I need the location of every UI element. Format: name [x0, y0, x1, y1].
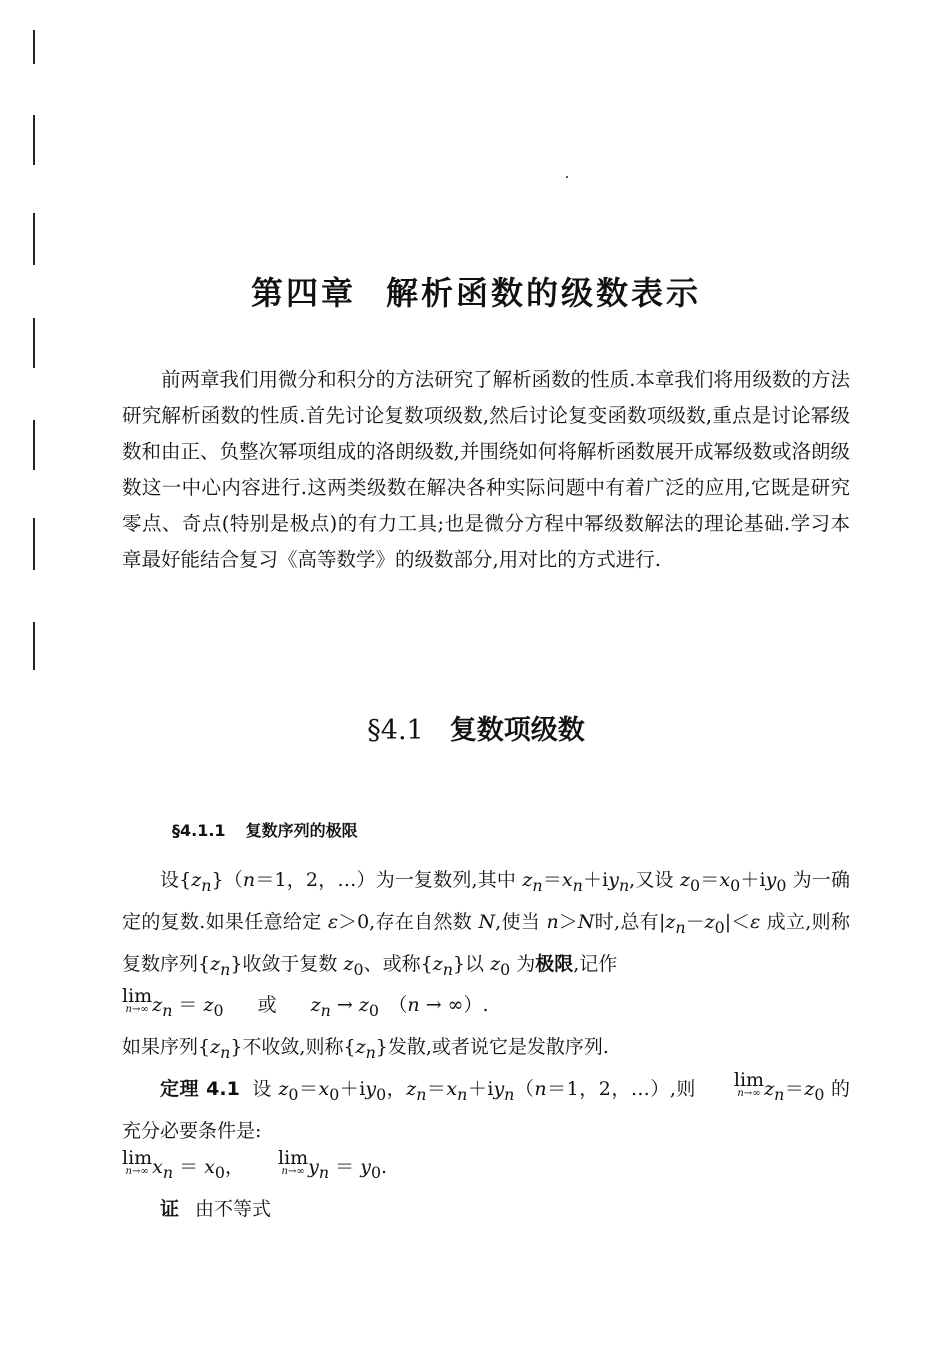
definition-paragraph: 设$\{z_n\}(n=1$，2，…）为一复数列,其中 $z_n=x_n+iy_n$,又设 $z_0=x_0+iy_0$ 为一确定的复数.如果任意给定 ε＞0,存在自然数 N,使当 n＞N时,总有$|z_n-z_0|<\varepsilon$ 成立,则称复数序列$\{z_n\}$收敛于复数 $z_0$、或称$\{z_n\}$以 $z_0$ 为极限,记作 — [122, 869, 850, 979]
body-text — [122, 862, 850, 1227]
subsection-title — [172, 818, 358, 841]
subsection-number: §4.1.1 — [172, 821, 226, 840]
chapter-name: 解析函数的级数表示 — [386, 274, 702, 312]
divergence-paragraph: 如果序列$\{z_n\}$不收敛,则称$\{z_n\}$发散,或者说它是发散序列. — [122, 1036, 609, 1062]
section-number: §4.1 — [367, 715, 424, 746]
section-title — [0, 708, 952, 747]
proof-paragraph: 证 由不等式 — [160, 1197, 272, 1220]
binding-mark — [33, 30, 35, 64]
theorem-label: 定理 4.1 — [160, 1077, 240, 1100]
proof-label: 证 — [160, 1197, 180, 1220]
binding-mark — [33, 622, 35, 670]
theorem-formula: lim n→∞ $x_n = x_0$， lim n→∞ $y_n = y_0$. — [122, 1146, 388, 1182]
binding-mark — [33, 318, 35, 368]
chapter-title — [0, 268, 952, 314]
limit-formula: lim n→∞ $z_n = z_0$ 或 $z_n \to z_0$ （n → ∞）. — [122, 985, 489, 1021]
chapter-intro: 前两章我们用微分和积分的方法研究了解析函数的性质.本章我们将用级数的方法研究解析函数的性质.首先讨论复数项级数,然后讨论复变函数项级数,重点是讨论幂级数和由正、负整次幂项组成的洛朗级数,并围绕如何将解析函数展开成幂级数或洛朗级数这一中心内容进行.这两类级数在解决各种实际问题中有着广泛的应用,它既是研究零点、奇点(特别是极点)的有力工具;也是微分方程中幂级数解法的理论基础.学习本章最好能结合复习《高等数学》的级数部分,用对比的方式进行. — [122, 368, 850, 571]
binding-mark — [33, 518, 35, 570]
binding-mark — [33, 213, 35, 265]
chapter-number: 第四章 — [250, 274, 356, 312]
theorem-paragraph: 定理 4.1 设 $z_0=x_0+iy_0$，$z_n=x_n+iy_n(n=1$，2，…）,则 lim n→∞ $z_n=z_0$ 的充分必要条件是: — [122, 1068, 850, 1142]
binding-mark — [33, 115, 35, 165]
section-name: 复数项级数 — [449, 715, 585, 746]
binding-mark — [33, 420, 35, 470]
speck — [566, 176, 568, 178]
subsection-name: 复数序列的极限 — [245, 821, 358, 840]
